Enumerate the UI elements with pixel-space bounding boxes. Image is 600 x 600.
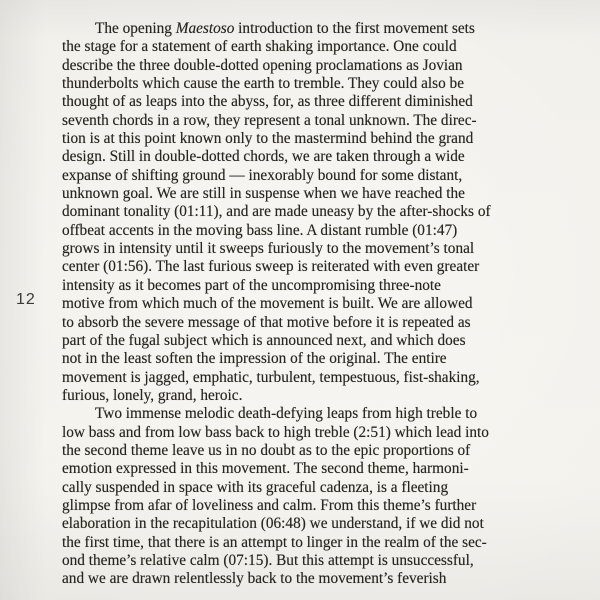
text-segment: introduction to the first movement sets [234, 20, 475, 37]
page-number: 12 [16, 291, 36, 308]
text-line: ond theme’s relative calm (07:15). But this attempt is unsuccessful, [62, 551, 474, 569]
text-line: Two immense melodic death-defying leaps from high treble to [95, 405, 478, 423]
text-line: intensity as it becomes part of the uncompromising three-note [62, 276, 441, 294]
text-line: center (01:56). The last furious sweep is reiterated with even greater [62, 258, 480, 276]
text-line: the stage for a statement of earth shaking importance. One could [62, 38, 457, 56]
text-line: the second theme leave us in no doubt as to the epic proportions of [62, 441, 471, 459]
text-line: not in the least soften the impression of the original. The entire [62, 350, 447, 368]
text-line: low bass and from low bass back to high treble (2:51) which lead into [62, 423, 489, 441]
text-line [62, 20, 548, 38]
text-line: furious, lonely, grand, heroic. [62, 386, 243, 404]
text-line: motive from which much of the movement is built. We are allowed [62, 295, 473, 313]
text-segment: The opening [95, 20, 176, 37]
text-line: part of the fugal subject which is announced next, and which does [62, 331, 466, 349]
text-line: seventh chords in a row, they represent a tonal unknown. The direc- [62, 111, 477, 129]
paragraph-first-movement [62, 20, 548, 405]
text-line: elaboration in the recapitulation (06:48) we understand, if we did not [62, 515, 484, 533]
text-line: glimpse from afar of loveliness and calm. From this theme’s further [62, 496, 477, 514]
paragraph-second-theme [62, 405, 548, 588]
text-line: movement is jagged, emphatic, turbulent, tempestuous, fist-shaking, [62, 368, 480, 386]
text-line: cally suspended in space with its graceful cadenza, is a fleeting [62, 478, 449, 496]
text-line: offbeat accents in the moving bass line. A distant rumble (01:47) [62, 221, 458, 239]
text-line: emotion expressed in this movement. The second theme, harmoni- [62, 460, 469, 478]
text-line: tion is at this point known only to the mastermind behind the grand [62, 130, 474, 148]
text-block [62, 20, 548, 589]
italic-text-segment: Maestoso [175, 20, 235, 37]
text-line: grows in intensity until it sweeps furiously to the movement’s tonal [62, 240, 475, 258]
text-line: describe the three double-dotted opening proclamations as Jovian [62, 56, 463, 74]
text-line: and we are drawn relentlessly back to the movement’s feverish [62, 570, 447, 588]
text-line: to absorb the severe message of that motive before it is repeated as [62, 313, 471, 331]
text-line: expanse of shifting ground — inexorably bound for some distant, [62, 166, 463, 184]
text-line: dominant tonality (01:11), and are made uneasy by the after-shocks of [62, 203, 491, 221]
text-line: design. Still in double-dotted chords, we are taken through a wide [62, 148, 465, 166]
text-line: thunderbolts which cause the earth to tremble. They could also be [62, 75, 464, 93]
text-line: thought of as leaps into the abyss, for, as three different diminished [62, 93, 473, 111]
text-line: unknown goal. We are still in suspense when we have reached the [62, 185, 465, 203]
text-line: the first time, that there is an attempt to linger in the realm of the sec- [62, 533, 487, 551]
